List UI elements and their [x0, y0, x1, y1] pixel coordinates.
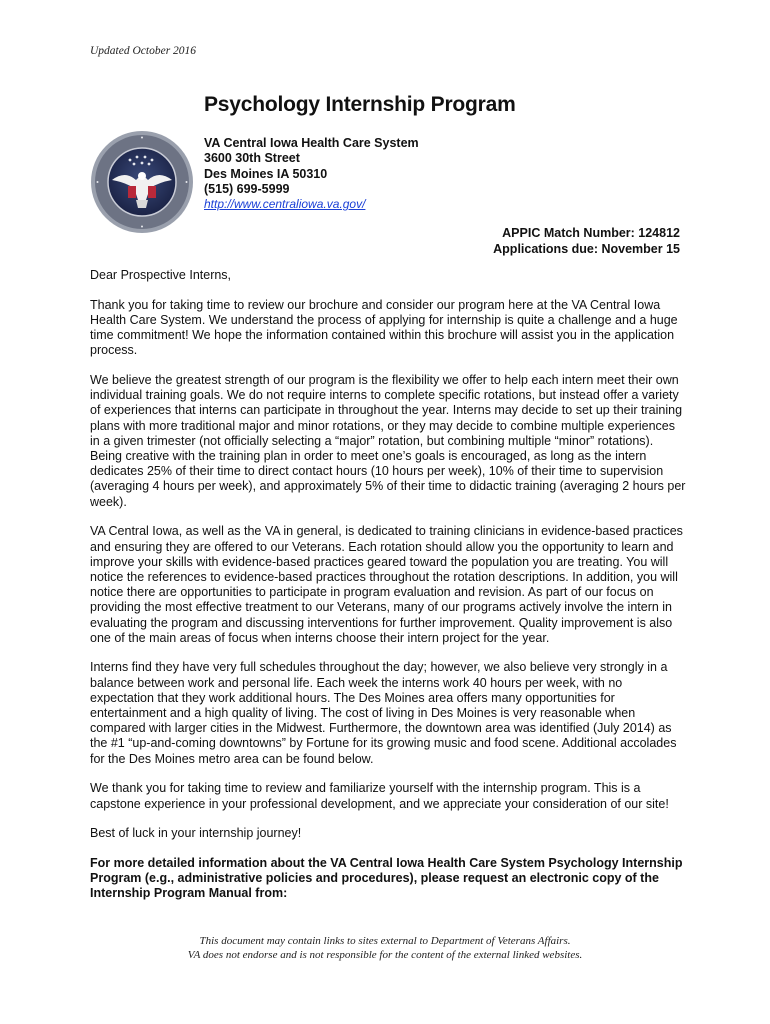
letter-paragraph: Best of luck in your internship journey!	[90, 826, 302, 841]
page-title: Psychology Internship Program	[204, 93, 516, 116]
disclaimer-line: This document may contain links to sites external to Department of Veterans Affairs.	[199, 935, 571, 947]
applications-due: Applications due: November 15	[493, 241, 680, 256]
match-info	[493, 226, 680, 257]
match-number: APPIC Match Number: 124812	[502, 226, 680, 240]
disclaimer-footer	[90, 934, 680, 962]
va-seal-icon	[90, 130, 194, 234]
letter-body	[90, 268, 686, 916]
letter-paragraph: We thank you for taking time to review and familiarize yourself with the internship program. This is a capstone experience in your professional development, and we appreciate your consideration of our site!	[90, 781, 669, 811]
org-name: VA Central Iowa Health Care System	[204, 136, 419, 150]
salutation: Dear Prospective Interns,	[90, 268, 232, 282]
phone-number: (515) 699-5999	[204, 181, 290, 196]
letter-paragraph: VA Central Iowa, as well as the VA in general, is dedicated to training clinicians in evidence-based practices and ensuring they are offered to our Veterans. Each rotation should allow you the opportunity to learn and improve your skills with evidence-based practices geared toward the population you are treating. You will notice the references to evidence-based practices throughout the rotation descriptions. In addition, you will notice there are opportunities to participate in program evaluation and revision. As part of our focus on providing the most effective treatment to our Veterans, many of our programs actively involve the intern in evaluating the program and discussing interventions for further improvement. Quality improvement is also one of the main areas of focus when interns choose their intern project for the year.	[90, 524, 683, 645]
updated-date: Updated October 2016	[90, 45, 197, 57]
letter-paragraph: Interns find they have very full schedules throughout the day; however, we also believe very strongly in a balance between work and personal life. Each week the interns work 40 hours per week, with no expectation that they work additional hours. The Des Moines area offers many opportunities for entertainment and a high quality of living. The cost of living in Des Moines is very reasonable when compared with larger cities in the Midwest. Furthermore, the downtown area was identified (July 2014) as the #1 “up-and-coming downtowns” by Fortune for its growing music and food scene. Additional accolades for the Des Moines metro area can be found below.	[90, 660, 677, 766]
letter-paragraph: We believe the greatest strength of our program is the flexibility we offer to help each intern meet their own individual training goals. We do not require interns to complete specific rotations, but instead offer a variety of experiences that interns can participate in throughout the year. Interns may decide to set up their training plans with more traditional major and minor rotations, or they may decide to combine multiple experiences in a given trimester (not officially selecting a “major” rotation, but combining multiple “minor” rotations). Being creative with the training plan in order to meet one’s goals is encouraged, as long as the intern dedicates 25% of their time to direct contact hours (10 hours per week), 10% of their time to supervision (averaging 4 hours per week), and approximately 5% of their time to didactic training (averaging 2 hours per week).	[90, 373, 686, 509]
city-state-zip: Des Moines IA 50310	[204, 166, 328, 181]
address-block	[204, 136, 419, 212]
disclaimer-line: VA does not endorse and is not responsible for the content of the external linked websites.	[187, 949, 583, 961]
website-link[interactable]: http://www.centraliowa.va.gov/	[204, 197, 366, 212]
street-address: 3600 30th Street	[204, 151, 300, 166]
closing-note: For more detailed information about the VA Central Iowa Health Care System Psychology Internship Program (e.g., administrative policies and procedures), please request an electronic copy of the Internship Program Manual from:	[90, 856, 683, 901]
letter-paragraph: Thank you for taking time to review our brochure and consider our program here at the VA Central Iowa Health Care System. We understand the process of applying for internship is quite a challenge and a huge time commitment! We hope the information contained within this brochure will assist you in the application process.	[90, 297, 678, 358]
